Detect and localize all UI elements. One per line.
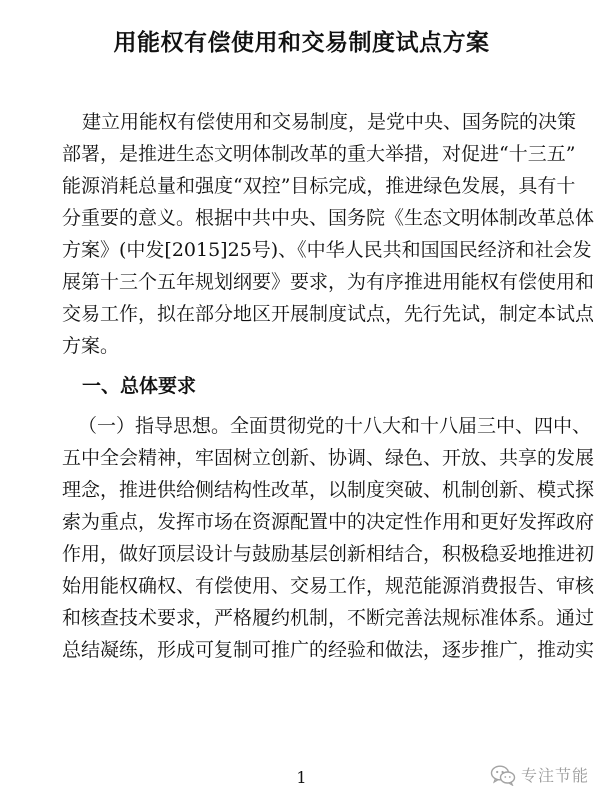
text-line: 方案》(中发[2015]25号)、《中华人民共和国国民经济和社会发 — [62, 239, 592, 261]
text-line: 作用，做好顶层设计与鼓励基层创新相结合，积极稳妥地推进初 — [62, 543, 595, 565]
text-line: 始用能权确权、有偿使用、交易工作，规范能源消费报告、审核 — [62, 575, 595, 597]
wechat-icon — [490, 764, 516, 786]
text-line: 能源消耗总量和强度“双控”目标完成，推进绿色发展，具有十 — [62, 175, 576, 197]
watermark-text: 专注节能 — [520, 766, 589, 785]
text-line: 索为重点，发挥市场在资源配置中的决定性作用和更好发挥政府 — [62, 511, 595, 533]
text-line: 方案。 — [62, 335, 120, 357]
text-line: 展第十三个五年规划纲要》要求，为有序推进用能权有偿使用和 — [62, 271, 595, 293]
text-line: 交易工作，拟在部分地区开展制度试点，先行先试，制定本试点 — [62, 303, 595, 325]
page-number: 1 — [296, 768, 307, 787]
text-line: 和核查技术要求，严格履约机制，不断完善法规标准体系。通过 — [62, 607, 595, 629]
text-line: 分重要的意义。根据中共中央、国务院《生态文明体制改革总体 — [62, 207, 595, 229]
document-title: 用能权有偿使用和交易制度试点方案 — [113, 30, 490, 56]
section-heading: 一、总体要求 — [82, 375, 197, 397]
text-line: （一）指导思想。全面贯彻党的十八大和十八届三中、四中、 — [78, 415, 592, 437]
text-line: 理念，推进供给侧结构性改革，以制度突破、机制创新、模式探 — [62, 479, 595, 501]
watermark — [490, 763, 589, 786]
text-line: 部署，是推进生态文明体制改革的重大举措，对促进“十三五” — [62, 143, 576, 165]
text-line: 建立用能权有偿使用和交易制度，是党中央、国务院的决策 — [82, 111, 577, 133]
text-line: 五中全会精神，牢固树立创新、协调、绿色、开放、共享的发展 — [62, 447, 595, 469]
text-line: 总结凝练，形成可复制可推广的经验和做法，逐步推广，推动实 — [62, 639, 595, 661]
